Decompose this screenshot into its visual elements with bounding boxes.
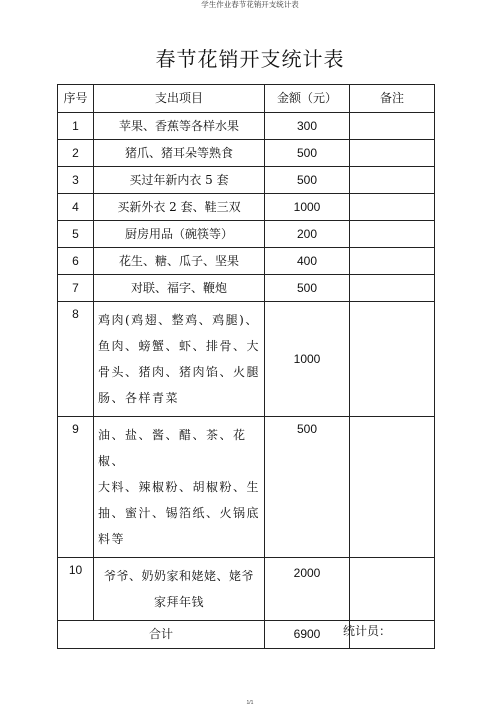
table-row <box>58 302 435 417</box>
row-item-line: 肠、各样青菜 <box>98 391 180 405</box>
row-item: 苹果、香蕉等各样水果 <box>94 113 265 140</box>
table-row <box>58 275 435 302</box>
row-amount: 500 <box>265 140 350 167</box>
row-note <box>350 140 435 167</box>
row-item-line: 大料、辣椒粉、胡椒粉、生 <box>98 480 261 494</box>
row-item-line: 鸡肉(鸡翅、整鸡、鸡腿)、 <box>98 313 259 327</box>
row-number: 10 <box>58 558 94 621</box>
row-item-line: 抽、蜜汁、锡箔纸、火锅底 <box>98 506 261 520</box>
row-item: 买新外衣 2 套、鞋三双 <box>94 194 265 221</box>
table-row <box>58 167 435 194</box>
row-number: 4 <box>58 194 94 221</box>
row-item-line: 料等 <box>98 532 126 546</box>
row-note <box>350 417 435 558</box>
row-amount: 200 <box>265 221 350 248</box>
row-item <box>94 417 265 558</box>
row-number: 8 <box>58 302 94 417</box>
row-number: 9 <box>58 417 94 558</box>
table-row <box>58 194 435 221</box>
table-row <box>58 113 435 140</box>
row-item: 猪爪、猪耳朵等熟食 <box>94 140 265 167</box>
row-note <box>350 221 435 248</box>
row-amount: 400 <box>265 248 350 275</box>
page-title: 春节花销开支统计表 <box>155 47 345 71</box>
header-item: 支出项目 <box>94 85 265 113</box>
header-amount: 金额（元） <box>265 85 350 113</box>
row-item: 厨房用品（碗筷等） <box>94 221 265 248</box>
running-header: 学生作业春节花销开支统计表 <box>201 0 299 9</box>
row-note <box>350 302 435 417</box>
table-row <box>58 558 435 621</box>
row-note <box>350 275 435 302</box>
row-note <box>350 558 435 621</box>
row-note <box>350 194 435 221</box>
row-number: 1 <box>58 113 94 140</box>
table-header-row <box>58 85 435 113</box>
table-row <box>58 221 435 248</box>
row-number: 3 <box>58 167 94 194</box>
row-item <box>94 302 265 417</box>
row-note <box>350 113 435 140</box>
row-item-line: 骨头、猪肉、猪肉馅、火腿 <box>98 365 261 379</box>
table-row <box>58 140 435 167</box>
row-number: 5 <box>58 221 94 248</box>
row-amount: 300 <box>265 113 350 140</box>
row-item-line: 爷爷、奶奶家和姥姥、姥爷 <box>103 569 254 583</box>
total-label: 合计 <box>58 621 265 649</box>
total-amount: 6900 <box>265 621 350 649</box>
expense-table <box>57 84 435 649</box>
row-amount: 500 <box>265 417 350 558</box>
row-number: 6 <box>58 248 94 275</box>
row-amount: 1000 <box>265 194 350 221</box>
row-note <box>350 248 435 275</box>
row-number: 2 <box>58 140 94 167</box>
header-number: 序号 <box>58 85 94 113</box>
row-item: 花生、糖、瓜子、坚果 <box>94 248 265 275</box>
row-item: 买过年新内衣 5 套 <box>94 167 265 194</box>
row-amount: 2000 <box>265 558 350 621</box>
row-item: 对联、福字、鞭炮 <box>94 275 265 302</box>
row-item-line: 油、盐、酱、醋、茶、花椒、 <box>98 428 247 468</box>
row-note <box>350 167 435 194</box>
row-item <box>94 558 265 621</box>
page-number: 1/1 <box>246 700 254 706</box>
table-row <box>58 248 435 275</box>
row-amount: 1000 <box>265 302 350 417</box>
statistician-label: 统计员： <box>343 624 392 638</box>
row-item-line: 家拜年钱 <box>153 595 204 609</box>
table-row <box>58 417 435 558</box>
row-number: 7 <box>58 275 94 302</box>
header-notes: 备注 <box>350 85 435 113</box>
row-item-line: 鱼肉、螃蟹、虾、排骨、大 <box>98 339 261 353</box>
row-amount: 500 <box>265 167 350 194</box>
row-amount: 500 <box>265 275 350 302</box>
